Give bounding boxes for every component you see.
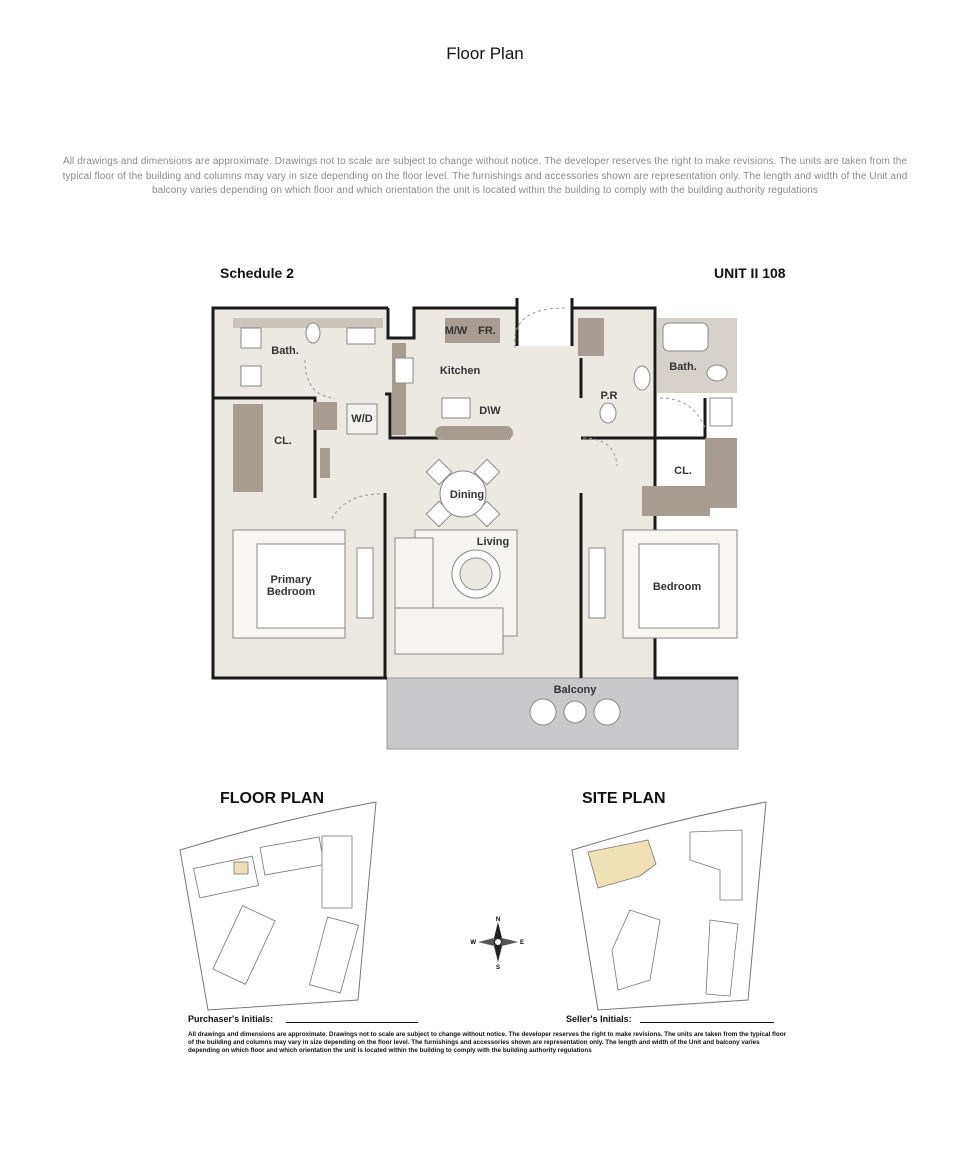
- floor-plan-heading: FLOOR PLAN: [220, 790, 324, 807]
- schedule-label: Schedule 2: [220, 265, 294, 281]
- label-fridge: FR.: [478, 325, 496, 337]
- label-closet-left: CL.: [274, 435, 292, 447]
- compass-icon: [470, 914, 526, 970]
- page-title: Floor Plan: [446, 44, 524, 63]
- disclaimer-top: All drawings and dimensions are approximate. Drawings not to scale are subject to change without notice. The developer reserves the right to make revisions. The units are taken from the typical floor of the building and columns may vary in size depending on the floor level. The furnishings and accessories shown are representation only. The length and width of the Unit and balcony varies depending on which floor and which orientation the unit is located within the building to comply with the building authority regulations: [62, 156, 908, 196]
- label-bedroom: Bedroom: [652, 581, 702, 593]
- site-plan-heading: SITE PLAN: [582, 790, 666, 807]
- label-kitchen: Kitchen: [439, 365, 481, 377]
- label-pr: P.R: [600, 390, 618, 402]
- label-dw: D\W: [479, 405, 501, 417]
- unit-floor-plan: [205, 298, 765, 753]
- label-bath-right: Bath.: [669, 361, 697, 373]
- unit-label: UNIT II 108: [714, 265, 786, 281]
- compass-e: E: [520, 940, 525, 946]
- purchaser-initials-line: [286, 1022, 418, 1023]
- balcony-furniture: [530, 699, 620, 725]
- label-living: Living: [476, 536, 510, 548]
- label-wd: W/D: [351, 413, 373, 425]
- label-balcony: Balcony: [553, 684, 597, 696]
- label-closet-right: CL.: [674, 465, 692, 477]
- label-dining: Dining: [449, 489, 485, 501]
- label-bath-left: Bath.: [271, 345, 299, 357]
- purchaser-initials-label: Purchaser's Initials:: [188, 1014, 274, 1024]
- living-furniture: [395, 530, 517, 654]
- mini-site-plan: [570, 800, 770, 1012]
- compass-n: N: [495, 917, 501, 923]
- seller-initials-line: [640, 1022, 774, 1023]
- compass-s: S: [495, 965, 501, 970]
- label-primary-bedroom-1: Primary: [270, 574, 312, 586]
- label-primary-bedroom-2: Bedroom: [266, 586, 316, 598]
- disclaimer-bottom: All drawings and dimensions are approximate. Drawings not to scale are subject to change without notice. The developer reserves the right to make revisions. The units are taken from the typical floor of the building and columns may vary in size depending on the floor level. The furnishings and accessories shown are representation only. The length and width of the Unit and balcony varies depending on which floor and which orientation the unit is located within the building to comply with the building authority regulations: [188, 1031, 787, 1054]
- label-mw: M/W: [444, 325, 468, 337]
- compass-w: W: [470, 940, 476, 946]
- seller-initials-label: Seller's Initials:: [566, 1014, 632, 1024]
- mini-floor-plan: [178, 800, 388, 1012]
